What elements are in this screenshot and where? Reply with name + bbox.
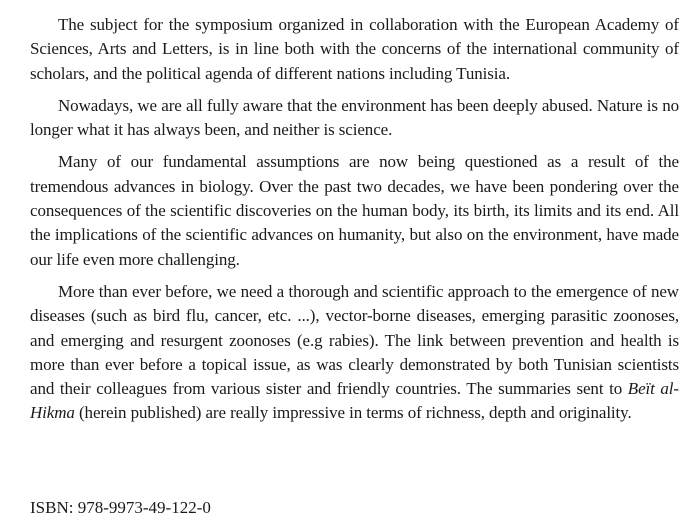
document-body (30, 13, 679, 434)
isbn-number: ISBN: 978-9973-49-122-0 (30, 498, 211, 517)
paragraph-biology-advances: Many of our fundamental assumptions are now being questioned as a result of the tremendous advances in biology. Over the past two decades, we have been pondering over the consequences of the scientific discoveries on the human body, its birth, its limits and its end. All the implications of the scientific advances on humanity, but also on the environment, have made our life even more challenging. (30, 152, 679, 269)
paragraph-diseases-text-start: More than ever before, we need a thorough and scientific approach to the emergence of new diseases (such as bird flu, cancer, etc. ...), vector-borne diseases, emerging parasitic zoonoses, and emerging and resurgent zoonoses (e.g rabies). The link between prevention and health is more than ever before a topical issue, as was clearly demonstrated by both Tunisian scientists and their colleagues from various sister and friendly countries. The summaries sent to (30, 281, 679, 399)
paragraph-environment: Nowadays, we are all fully aware that the environment has been deeply abused. Nature is no longer what it has always been, and neither is science. (30, 95, 679, 140)
paragraph-diseases-text-end: (herein published) are really impressive in terms of richness, depth and originality. (74, 403, 632, 423)
institution-name-italic: Beït al-Hikma (30, 379, 679, 423)
paragraph-symposium-subject: The subject for the symposium organized in collaboration with the European Academy of Sciences, Arts and Letters, is in line both with the concerns of the international community of scholars, and the political agenda of different nations including Tunisia. (30, 15, 679, 83)
paragraph-diseases (30, 280, 679, 426)
